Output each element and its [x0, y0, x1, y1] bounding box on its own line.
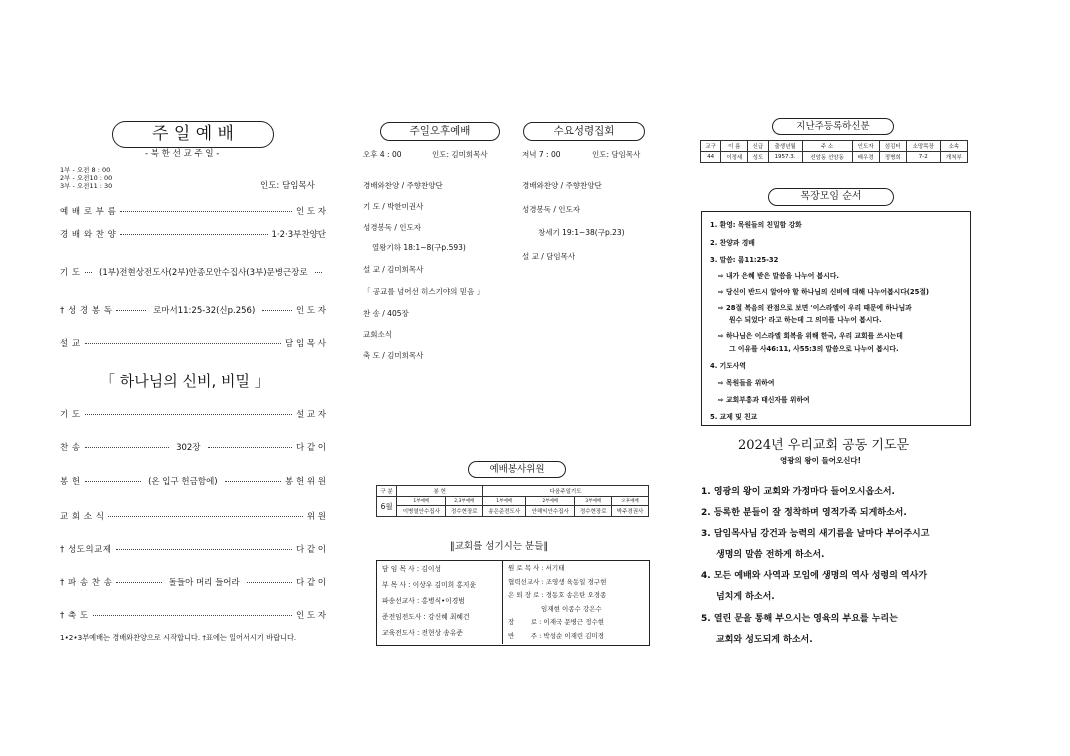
table-cell: 개척부	[940, 152, 967, 163]
order-detail: (온 입구 헌금함에)	[148, 477, 218, 487]
order-person: 설 교 자	[295, 410, 326, 420]
order-row	[60, 266, 326, 278]
afternoon-time: 오후 4 : 00	[363, 150, 402, 159]
table-header: 소속	[940, 141, 967, 152]
order-detail: 돌들아 머리 들어라	[168, 578, 240, 588]
order-label: 봉 헌	[60, 477, 81, 487]
order-label: 기 도	[60, 268, 81, 278]
dotted-leader	[93, 615, 292, 616]
order-label: 교 회 소 식	[60, 512, 105, 522]
service-time-1: 1부 - 오전 8 : 00	[60, 166, 111, 174]
table-cell: 배우경	[852, 152, 879, 163]
footnote: 1•2•3부예배는 경배와찬양으로 시작합니다. †표에는 일어서시기 바랍니다.	[60, 633, 297, 642]
dotted-leader	[116, 582, 161, 583]
service-committee-title: 예배봉사위원	[468, 461, 566, 478]
order-row	[60, 609, 326, 621]
order-detail: 302장	[176, 443, 201, 453]
cell-order-item: 4. 기도사역	[710, 362, 746, 370]
order-label: 경 배 와 찬 양	[60, 230, 117, 240]
order-row	[60, 205, 326, 217]
dotted-leader	[116, 310, 146, 311]
staff-member: 담 임 목 사 : 김이성	[382, 565, 442, 573]
order-person: 인 도 자	[295, 611, 326, 621]
order-person: 다 같 이	[295, 545, 326, 555]
staff-member: 협력선교사 : 조영생 육동일 경구현	[508, 577, 607, 586]
afternoon-item: 열왕기하 18:1~8(구p.593)	[372, 243, 466, 252]
afternoon-leader: 인도: 김미희목사	[432, 150, 488, 159]
staff-divider	[502, 560, 503, 644]
dotted-leader	[315, 272, 322, 273]
table-header: 신급	[748, 141, 768, 152]
wednesday-leader: 인도: 담임목사	[592, 150, 641, 159]
table-cell: 1부예배	[483, 497, 526, 506]
staff-member: 은 퇴 장 로 : 경동호 송은탄 오경종	[508, 591, 607, 599]
order-label: † 성도의교제	[60, 545, 112, 555]
dotted-leader	[116, 549, 292, 550]
dotted-leader	[120, 234, 267, 235]
order-label: † 파 송 찬 송	[60, 578, 113, 588]
table-header: 교구	[701, 141, 721, 152]
order-row	[60, 576, 326, 588]
newcomer-title: 지난주등록하신분	[772, 118, 894, 135]
wednesday-worship-title: 수요성령집회	[523, 122, 645, 141]
table-cell: 44	[701, 152, 721, 163]
cell-order-item: ⇨ 교회부흥과 태신자를 위하여	[718, 396, 810, 404]
order-label: 찬 송	[60, 443, 81, 453]
prayer-title: 2024년 우리교회 공동 기도문	[738, 438, 910, 453]
table-header: 봉 헌	[397, 486, 483, 497]
prayer-line: 2. 등록한 분들이 잘 정착하며 영적가족 되게하소서.	[701, 508, 907, 518]
order-label: 설 교	[60, 339, 81, 349]
dotted-leader	[208, 447, 292, 448]
table-cell: 7-2	[906, 152, 940, 163]
cell-order-title: 목장모임 순서	[768, 188, 894, 206]
staff-member: 준전임전도사 : 강신혜 최혜건	[382, 613, 470, 621]
table-cell: 선암동 선암동	[802, 152, 852, 163]
dotted-leader	[85, 447, 169, 448]
table-header: 출생년월	[768, 141, 802, 152]
dotted-leader	[108, 516, 302, 517]
order-person: 봉 헌 위 원	[285, 477, 326, 487]
service-time-3: 3부 - 오전11 : 30	[60, 182, 113, 190]
order-label: 기 도	[60, 410, 81, 420]
dotted-leader	[120, 211, 292, 212]
prayer-line: 4. 모든 예배와 사역과 모임에 생명의 역사 성령의 역사가	[701, 571, 928, 581]
afternoon-item: 교회소식	[363, 330, 392, 339]
order-label: 예 배 로 부 름	[60, 207, 117, 217]
table-header: 다음주일기도	[483, 486, 649, 497]
cell-order-item: 그 이유를 사46:11, 사55:3의 말씀으로 나누어 봅시다.	[729, 345, 899, 353]
order-row	[60, 510, 326, 522]
table-cell: 박주경권사	[612, 506, 649, 517]
table-header: 소망목장	[906, 141, 940, 152]
wednesday-time: 저녁 7 : 00	[522, 150, 561, 159]
wednesday-item: 설 교 / 담임목사	[522, 252, 576, 261]
dotted-leader	[225, 481, 281, 482]
order-row	[60, 337, 326, 349]
order-row	[60, 408, 326, 420]
table-cell: 안해익안수집사	[526, 506, 575, 517]
table-header: 이 름	[721, 141, 748, 152]
order-person: 1·2·3부찬양단	[271, 230, 326, 240]
table-header: 주 소	[802, 141, 852, 152]
newcomer-table	[700, 140, 968, 163]
afternoon-item: 찬 송 / 405장	[363, 309, 409, 318]
order-label: † 성 경 봉 독	[60, 306, 113, 316]
order-person: 인 도 자	[295, 207, 326, 217]
dotted-leader	[85, 481, 141, 482]
afternoon-worship-title: 주일오후예배	[380, 122, 500, 141]
dotted-leader	[85, 414, 292, 415]
table-cell: 2,3부예배	[446, 497, 483, 506]
order-row	[60, 304, 326, 316]
prayer-line: 5. 열린 문을 통해 부으시는 영육의 부요를 누리는	[701, 614, 898, 624]
table-header: 인도자	[852, 141, 879, 152]
prayer-line: 생명의 말씀 전하게 하소서.	[716, 550, 825, 560]
afternoon-item: 경배와찬양 / 주향찬양단	[363, 181, 443, 190]
order-row	[60, 228, 326, 240]
dotted-leader	[247, 582, 292, 583]
staff-member: 원 로 목 사 : 서기태	[508, 564, 565, 572]
staff-member: 파송선교사 : 홍병식•이경범	[382, 597, 465, 605]
order-person: 담 임 목 사	[285, 339, 326, 349]
order-person: 다 같 이	[295, 443, 327, 453]
order-row	[60, 441, 326, 453]
cell-order-item: 원수 되었다' 라고 하는데 그 의미를 나누어 봅시다.	[729, 316, 882, 324]
wednesday-item: 창세기 19:1~38(구p.23)	[538, 228, 625, 237]
cell-order-item: ⇨ 내가 은혜 받은 말씀을 나누어 봅시다.	[718, 272, 839, 280]
afternoon-item: 축 도 / 김미희목사	[363, 351, 424, 360]
staff-member: 교육전도사 : 전현상 송유준	[382, 629, 463, 637]
order-person: 인 도 자	[295, 306, 327, 316]
order-row	[60, 543, 326, 555]
service-table	[376, 485, 649, 517]
order-person: 다 같 이	[295, 578, 327, 588]
cell-order-item: 1. 환영: 목원들의 친밀함 강화	[710, 221, 802, 229]
staff-member: 부 목 사 : 이상우 김미희 홍지윤	[382, 581, 477, 589]
dotted-leader	[262, 310, 292, 311]
staff-member: 임재현 이종수 강은수	[508, 604, 602, 613]
cell-order-item: 2. 찬양과 경배	[710, 239, 755, 247]
cell-order-item: ⇨ 당신이 반드시 알아야 할 하나님의 신비에 대해 나누어봅시다(25절)	[718, 288, 930, 296]
dotted-leader	[85, 343, 281, 344]
cell-order-item: 5. 교제 및 친교	[710, 413, 758, 421]
prayer-line: 1. 영광의 왕이 교회와 가정마다 들어오시옵소서.	[701, 487, 895, 497]
prayer-line: 넘치게 하소서.	[716, 592, 775, 602]
table-header: 섬김터	[879, 141, 906, 152]
prayer-subtitle: 영광의 왕이 들어오신다!	[780, 456, 862, 465]
cell-order-item: ⇨ 목원들을 위하여	[718, 379, 775, 387]
prayer-line: 교회와 성도되게 하소서.	[716, 635, 813, 645]
table-cell: 성도	[748, 152, 768, 163]
prayer-line: 3. 담임목사님 강건과 능력의 새기름을 날마다 부어주시고	[701, 529, 930, 539]
afternoon-item: 「 공교를 넘어선 히스기야의 믿음 」	[363, 287, 485, 296]
afternoon-item: 기 도 / 박한미권사	[363, 202, 424, 211]
order-row	[60, 475, 326, 487]
table-cell: 오후예배	[612, 497, 649, 506]
table-cell: 2부예배	[526, 497, 575, 506]
order-label: † 축 도	[60, 611, 89, 621]
cell-order-item: 3. 말씀: 롬11:25-32	[710, 256, 779, 264]
cell-order-item: ⇨ 28절 복음의 관점으로 보면 '이스라엘이 우리 때문에 하나님과	[718, 304, 912, 312]
service-time-2: 2부 - 오전10 : 00	[60, 174, 113, 182]
order-person: 위 원	[306, 512, 326, 522]
table-cell: 정수현장로	[446, 506, 483, 517]
sunday-worship-title: 주 일 예 배	[112, 121, 274, 148]
staff-member: 장 로 : 이재국 문병근 정수현	[508, 618, 605, 626]
sunday-subtitle: - 북 한 선 교 주 일 -	[145, 149, 220, 159]
table-cell: 정병희	[879, 152, 906, 163]
table-cell: 이정세	[721, 152, 748, 163]
table-cell: 1957.3.	[768, 152, 802, 163]
afternoon-item: 설 교 / 김미희목사	[363, 265, 424, 274]
staff-member: 반 주 : 박성순 이재린 김미경	[508, 631, 605, 640]
sermon-title: 「 하나님의 신비, 비밀 」	[100, 372, 270, 390]
wednesday-item: 경배와찬양 / 주향찬양단	[522, 181, 602, 190]
table-cell: 이병열안수집사	[397, 506, 446, 517]
table-cell: 송은준전도사	[483, 506, 526, 517]
staff-title: ‖교회를 섬기시는 분들‖	[450, 541, 549, 552]
table-cell: 정수현장로	[575, 506, 612, 517]
table-cell: 3부예배	[575, 497, 612, 506]
wednesday-item: 성경봉독 / 인도자	[522, 205, 581, 214]
order-detail: (1부)전현상전도사(2부)안종모안수집사(3부)문병근장로	[99, 268, 308, 278]
month-cell: 6월	[377, 497, 397, 517]
dotted-leader	[85, 272, 92, 273]
order-detail: 로마서11:25-32(신p.256)	[153, 306, 256, 316]
cell-order-item: ⇨ 하나님은 이스라엘 회복을 위해 한국, 우리 교회를 쓰시는데	[718, 332, 903, 340]
afternoon-item: 성경봉독 / 인도자	[363, 223, 422, 232]
table-header: 구 분	[377, 486, 397, 497]
leader-label: 인도: 담임목사	[260, 181, 315, 191]
table-cell: 1부예배	[397, 497, 446, 506]
